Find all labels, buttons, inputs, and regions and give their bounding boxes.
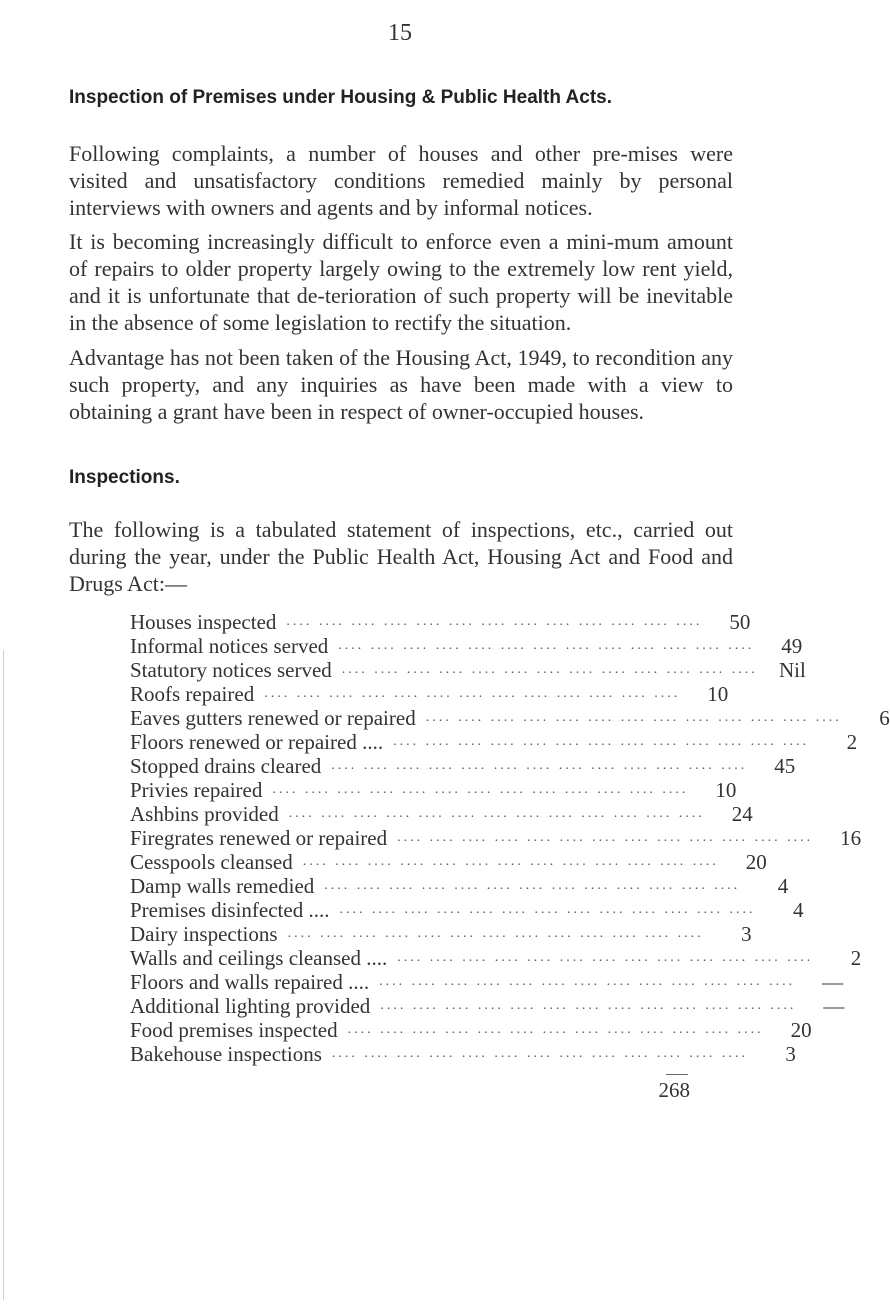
row-item: Houses inspected [130, 610, 277, 634]
row-item: Eaves gutters renewed or repaired [130, 706, 416, 730]
dot-leader: .... .... .... .... .... .... .... .... .... .... .... .... .... [425, 710, 842, 725]
dot-leader: .... .... .... .... .... .... .... .... .... .... .... .... .... [286, 614, 703, 629]
row-value: — [823, 994, 845, 1018]
dot-leader: .... .... .... .... .... .... .... .... .... .... .... .... .... [347, 1022, 764, 1037]
row-value: 2 [850, 946, 862, 970]
dot-leader: .... .... .... .... .... .... .... .... .... .... .... .... .... [331, 1046, 748, 1061]
inspections-total: 268 [658, 1078, 690, 1102]
table-row [130, 946, 862, 970]
table-row [130, 826, 862, 850]
row-item: Ashbins provided [130, 802, 279, 826]
row-value: 16 [840, 826, 862, 850]
row-value: 10 [715, 778, 737, 802]
row-value: 50 [729, 610, 751, 634]
row-item: Additional lighting provided [130, 994, 371, 1018]
table-row [130, 1042, 796, 1066]
table-row [130, 730, 858, 754]
page-number: 15 [388, 20, 412, 46]
table-row [130, 706, 890, 730]
row-value: 20 [745, 850, 767, 874]
paragraph-repairs: It is becoming increasingly difficult to enforce even a mini-mum amount of repairs to older property largely owing to the extremely low rent yield, and it is unfortunate that de-terioration of such property will be inevitable in the absence of some legislation to rectify the situation. [69, 229, 733, 335]
row-item: Walls and ceilings cleansed .... [130, 946, 388, 970]
dot-leader: .... .... .... .... .... .... .... .... .... .... .... .... .... [379, 974, 796, 989]
dot-leader: .... .... .... .... .... .... .... .... .... .... .... .... .... [380, 998, 797, 1013]
row-item: Premises disinfected .... [130, 898, 330, 922]
table-row [130, 874, 789, 898]
row-value: — [822, 970, 844, 994]
table-row [130, 802, 753, 826]
dot-leader: .... .... .... .... .... .... .... .... .... .... .... .... .... [393, 734, 810, 749]
row-item: Cesspools cleansed [130, 850, 293, 874]
dot-leader: .... .... .... .... .... .... .... .... .... .... .... .... .... [288, 806, 705, 821]
table-row [130, 634, 803, 658]
inspections-heading: Inspections. [69, 467, 180, 488]
row-value: 2 [846, 730, 858, 754]
row-value: 4 [777, 874, 789, 898]
dot-leader: .... .... .... .... .... .... .... .... .... .... .... .... .... [302, 854, 719, 869]
row-value: 45 [774, 754, 796, 778]
row-value: 4 [792, 898, 804, 922]
row-item: Privies repaired [130, 778, 263, 802]
dot-leader: .... .... .... .... .... .... .... .... .... .... .... .... .... [324, 878, 741, 893]
row-value: 20 [790, 1018, 812, 1042]
dot-leader: .... .... .... .... .... .... .... .... .... .... .... .... .... [397, 830, 814, 845]
row-value: 6 [879, 706, 890, 730]
row-item: Dairy inspections [130, 922, 278, 946]
table-row [130, 1018, 812, 1042]
dot-leader: .... .... .... .... .... .... .... .... .... .... .... .... .... [331, 758, 748, 773]
row-value: 24 [731, 802, 753, 826]
page-edge-line [3, 650, 4, 1300]
row-item: Stopped drains cleared [130, 754, 322, 778]
table-row [130, 922, 752, 946]
row-item: Informal notices served [130, 634, 329, 658]
section-heading: Inspection of Premises under Housing & Public Health Acts. [69, 87, 613, 108]
row-item: Floors renewed or repaired .... [130, 730, 384, 754]
table-row [130, 610, 751, 634]
row-value: 3 [741, 922, 752, 946]
row-value: 3 [785, 1042, 796, 1066]
table-row [130, 682, 729, 706]
table-row [130, 850, 767, 874]
row-value: 10 [707, 682, 729, 706]
dot-leader: .... .... .... .... .... .... .... .... .... .... .... .... .... [264, 686, 681, 701]
dot-leader: .... .... .... .... .... .... .... .... .... .... .... .... .... [338, 638, 755, 653]
row-item: Floors and walls repaired .... [130, 970, 370, 994]
inspections-intro: The following is a tabulated statement of inspections, etc., carried out during the year, under the Public Health Act, Housing Act and Food and Drugs Act:— [69, 517, 733, 596]
row-value: Nil [778, 658, 806, 682]
paragraph-complaints: Following complaints, a number of houses and other pre-mises were visited and unsatisfactory conditions remedied mainly by personal interviews with owners and agents and by informal notices. [69, 141, 733, 220]
dot-leader: .... .... .... .... .... .... .... .... .... .... .... .... .... [341, 662, 758, 677]
dot-leader: .... .... .... .... .... .... .... .... .... .... .... .... .... [287, 926, 704, 941]
row-item: Bakehouse inspections [130, 1042, 322, 1066]
row-value: 49 [781, 634, 803, 658]
table-row [130, 778, 737, 802]
row-item: Damp walls remedied [130, 874, 315, 898]
table-row [130, 754, 796, 778]
row-item: Food premises inspected [130, 1018, 338, 1042]
row-item: Statutory notices served [130, 658, 332, 682]
table-row [130, 970, 844, 994]
dot-leader: .... .... .... .... .... .... .... .... .... .... .... .... .... [272, 782, 689, 797]
table-row [130, 898, 804, 922]
table-row [130, 658, 806, 682]
row-item: Firegrates renewed or repaired [130, 826, 388, 850]
row-item: Roofs repaired [130, 682, 255, 706]
table-row [130, 994, 845, 1018]
dot-leader: .... .... .... .... .... .... .... .... .... .... .... .... .... [339, 902, 756, 917]
paragraph-housing-act: Advantage has not been taken of the Housing Act, 1949, to recondition any such property, and any inquiries as have been made with a view to obtaining a grant have been in respect of owner-occupied houses. [69, 345, 733, 424]
dot-leader: .... .... .... .... .... .... .... .... .... .... .... .... .... [397, 950, 814, 965]
total-rule [666, 1074, 688, 1075]
inspections-table [130, 610, 890, 1066]
